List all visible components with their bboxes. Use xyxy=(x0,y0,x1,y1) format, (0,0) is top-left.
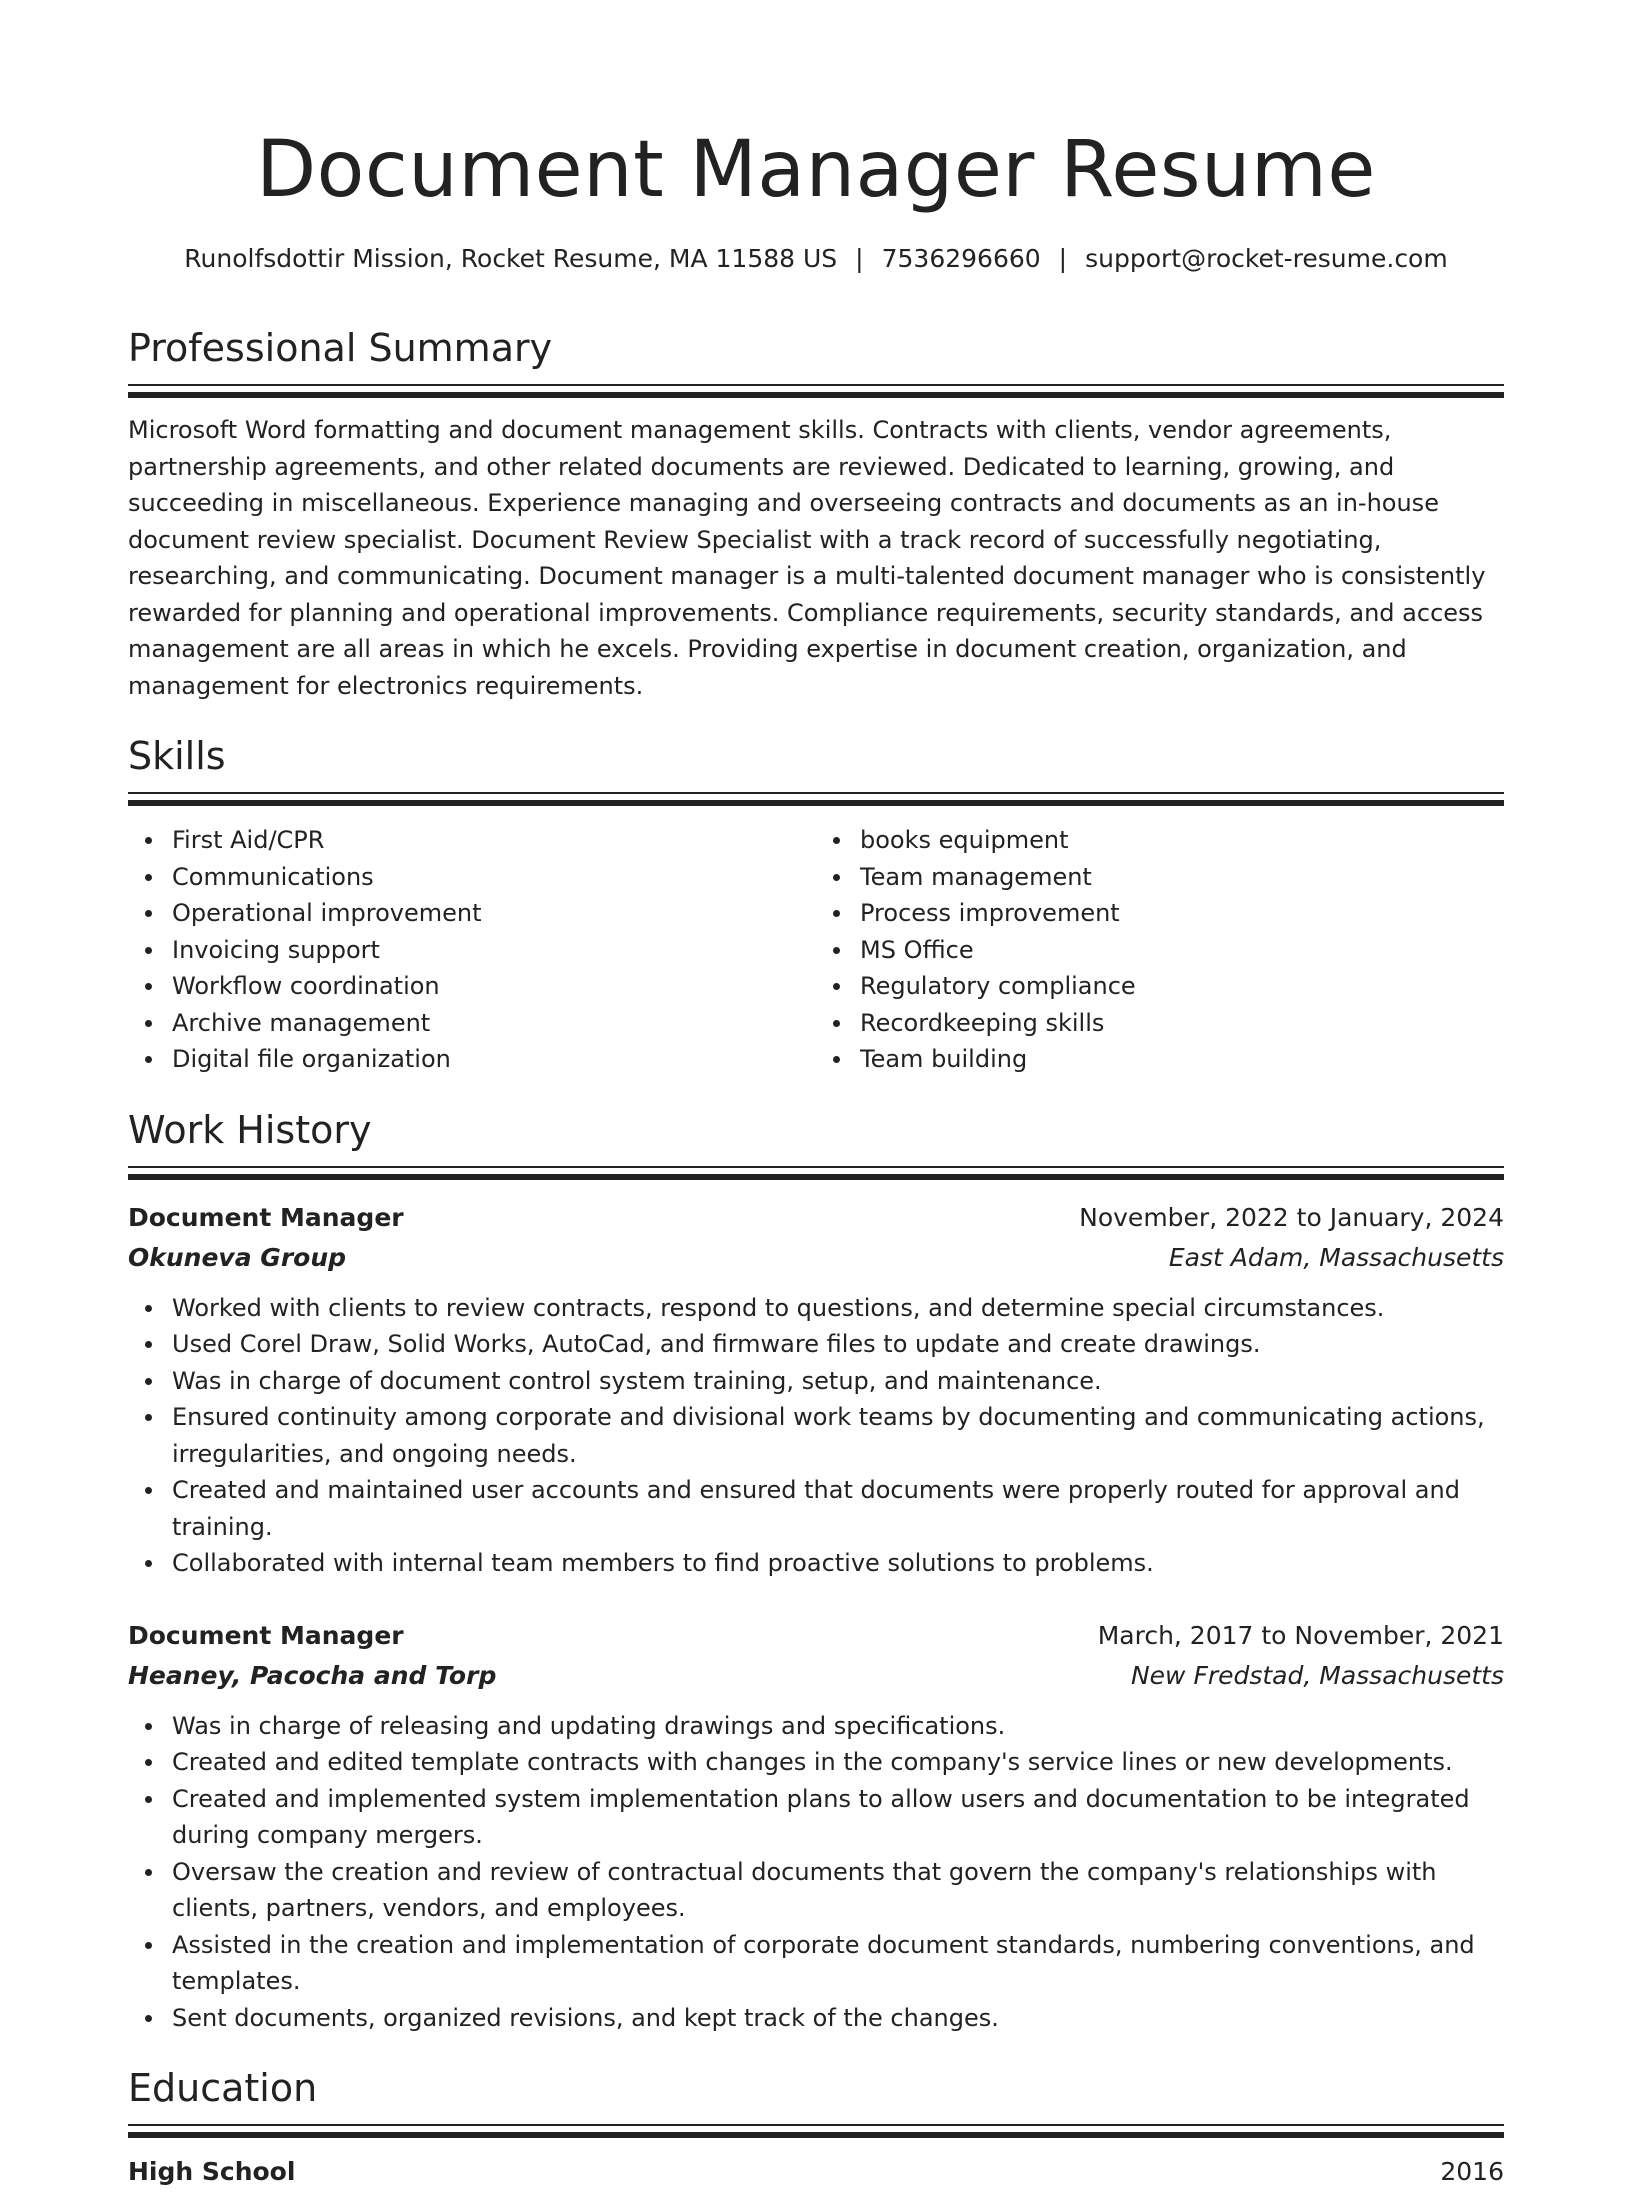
education-degree: High School xyxy=(128,2157,296,2186)
education-section xyxy=(128,2064,1504,2192)
job-dates: November, 2022 to January, 2024 xyxy=(1079,1202,1504,1232)
education-year: 2016 xyxy=(1440,2157,1504,2186)
job-duty: Was in charge of document control system training, setup, and maintenance. xyxy=(172,1363,1504,1400)
skills-section xyxy=(128,732,1504,1078)
skill-item: First Aid/CPR xyxy=(172,822,816,859)
job-title: Document Manager xyxy=(128,1620,404,1650)
job-duty: Used Corel Draw, Solid Works, AutoCad, and firmware files to update and create drawings. xyxy=(172,1326,1504,1363)
skill-item: Archive management xyxy=(172,1005,816,1042)
job-duty: Collaborated with internal team members to find proactive solutions to problems. xyxy=(172,1545,1504,1582)
contact-address: Runolfsdottir Mission, Rocket Resume, MA 11588 US xyxy=(184,244,838,273)
job-title: Document Manager xyxy=(128,1202,404,1232)
job-duties-list xyxy=(128,1290,1504,1582)
section-divider xyxy=(128,1166,1504,1180)
job-company: Okuneva Group xyxy=(128,1242,347,1272)
section-divider xyxy=(128,792,1504,806)
job-entry xyxy=(128,1198,1504,1582)
job-duty: Worked with clients to review contracts, respond to questions, and determine special circumstances. xyxy=(172,1290,1504,1327)
skills-list-right xyxy=(816,822,1504,1078)
section-divider xyxy=(128,384,1504,398)
skill-item: books equipment xyxy=(860,822,1504,859)
skills-heading: Skills xyxy=(128,734,226,778)
contact-line xyxy=(128,242,1504,276)
resume-page xyxy=(128,0,1504,2192)
work-history-heading: Work History xyxy=(128,1107,372,1152)
job-company: Heaney, Pacocha and Torp xyxy=(128,1660,497,1690)
resume-title: Document Manager Resume xyxy=(256,125,1376,215)
skill-item: Process improvement xyxy=(860,895,1504,932)
job-entry xyxy=(128,1616,1504,2037)
skill-item: Invoicing support xyxy=(172,932,816,969)
summary-heading: Professional Summary xyxy=(128,326,553,370)
skill-item: Communications xyxy=(172,859,816,896)
skill-item: Digital file organization xyxy=(172,1041,816,1078)
job-duty: Created and edited template contracts with changes in the company's service lines or new developments. xyxy=(172,1744,1504,1781)
education-heading: Education xyxy=(128,2066,318,2110)
contact-phone: 7536296660 xyxy=(881,244,1041,273)
skill-item: Team management xyxy=(860,859,1504,896)
skill-item: Operational improvement xyxy=(172,895,816,932)
job-dates: March, 2017 to November, 2021 xyxy=(1097,1620,1504,1650)
job-duties-list xyxy=(128,1708,1504,2037)
job-company-row xyxy=(128,1656,1504,1696)
summary-text: Microsoft Word formatting and document management skills. Contracts with clients, vendor agreements, partnership agreements, and other related documents are reviewed. Dedicated to learning, growing, and succeeding in miscellaneous. Experience managing and overseeing contracts and documents as an in-house document review specialist. Document Review Specialist with a track record of successfully negotiating, researching, and communicating. Document manager is a multi-talented document manager who is consistently rewarded for planning and operational improvements. Compliance requirements, security standards, and access management are all areas in which he excels. Providing expertise in document creation, organization, and management for electronics requirements. xyxy=(128,416,1486,700)
job-duty: Sent documents, organized revisions, and kept track of the changes. xyxy=(172,2000,1504,2037)
job-duty: Created and maintained user accounts and ensured that documents were properly routed for approval and training. xyxy=(172,1472,1504,1545)
skill-item: Workflow coordination xyxy=(172,968,816,1005)
job-duty: Ensured continuity among corporate and divisional work teams by documenting and communicating actions, irregularities, and ongoing needs. xyxy=(172,1399,1504,1472)
job-duty: Oversaw the creation and review of contractual documents that govern the company's relationships with clients, partners, vendors, and employees. xyxy=(172,1854,1504,1927)
job-header-row xyxy=(128,1616,1504,1656)
skill-item: MS Office xyxy=(860,932,1504,969)
summary-section xyxy=(128,324,1504,704)
section-divider xyxy=(128,2124,1504,2138)
job-duty: Was in charge of releasing and updating drawings and specifications. xyxy=(172,1708,1504,1745)
skills-list-left xyxy=(128,822,816,1078)
job-duty: Assisted in the creation and implementation of corporate document standards, numbering conventions, and templates. xyxy=(172,1927,1504,2000)
contact-separator: | xyxy=(855,244,864,273)
education-row xyxy=(128,2152,1504,2192)
job-location: East Adam, Massachusetts xyxy=(1168,1242,1504,1272)
skills-grid xyxy=(128,822,1504,1078)
job-company-row xyxy=(128,1238,1504,1278)
work-history-section xyxy=(128,1106,1504,2037)
job-duty: Created and implemented system implementation plans to allow users and documentation to be integrated during company mergers. xyxy=(172,1781,1504,1854)
contact-email: support@rocket-resume.com xyxy=(1085,244,1448,273)
job-location: New Fredstad, Massachusetts xyxy=(1130,1660,1504,1690)
skill-item: Recordkeeping skills xyxy=(860,1005,1504,1042)
skill-item: Team building xyxy=(860,1041,1504,1078)
skill-item: Regulatory compliance xyxy=(860,968,1504,1005)
job-header-row xyxy=(128,1198,1504,1238)
contact-separator: | xyxy=(1058,244,1068,273)
